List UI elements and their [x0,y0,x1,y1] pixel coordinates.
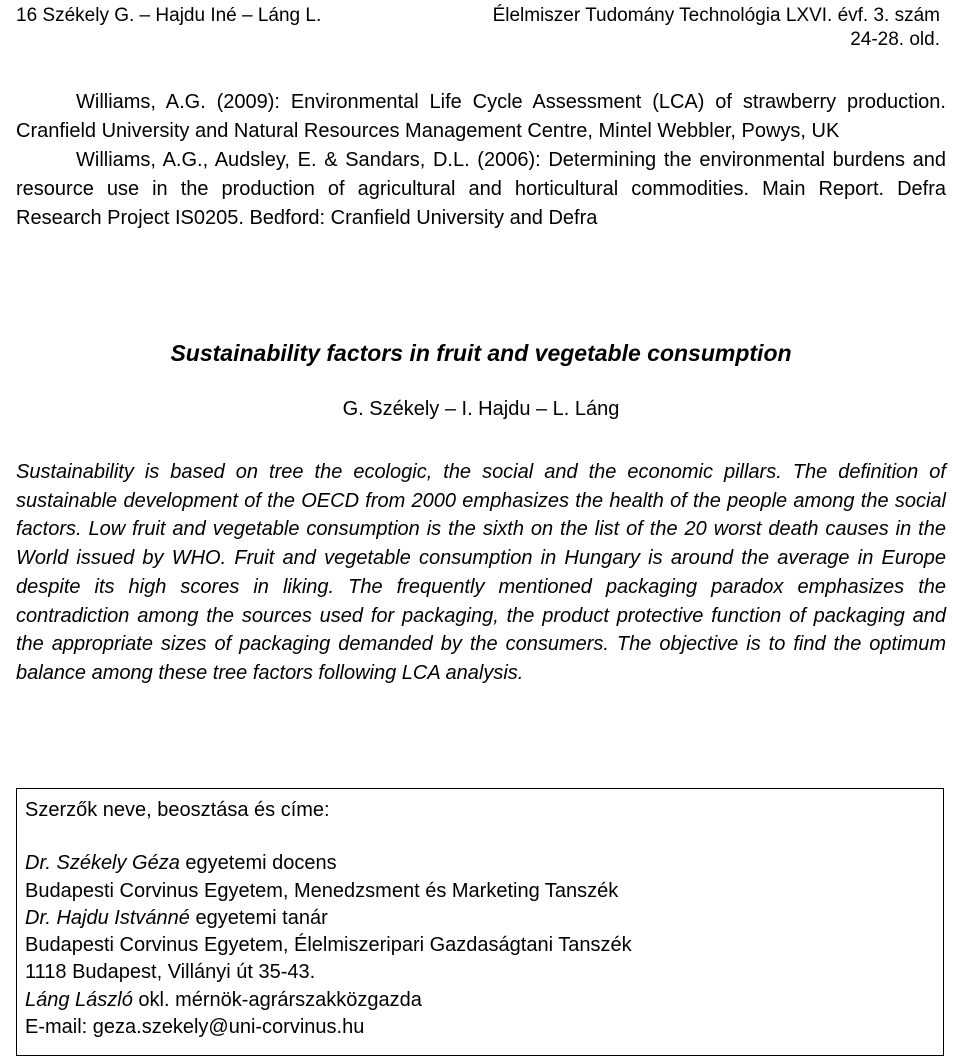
article-title: Sustainability factors in fruit and vegetable consumption [170,340,792,366]
address-heading: Szerzők neve, beosztása és címe: [25,799,330,821]
author2-name: Dr. Hajdu Istvánné [25,906,190,929]
author1-affiliation: Budapesti Corvinus Egyetem, Menedzsment és Marketing Tanszék [25,879,619,902]
postal-address: 1118 Budapest, Villányi út 35-43. [25,961,316,984]
address-spacer [25,824,632,850]
abstract-text: Sustainability is based on tree the ecologic, the social and the economic pillars. The definition of sustainable development of the OECD from 2000 emphasizes the health of the people among the social factors. Low fruit and vegetable consumption is the sixth on the list of the 20 worst death causes in the World issued by WHO. Fruit and vegetable consumption in Hungary is around the average in Europe despite its high scores in liking. The frequently mentioned packaging paradox emphasizes the contradiction among the sources used for packaging, the product protective function of packaging and the appropriate sizes of packaging demanded by the consumers. The objective is to find the optimum balance among these tree factors following LCA analysis. [16,461,946,684]
header-page-authors: 16 Székely G. – Hajdu Iné – Láng L. [16,5,322,26]
author2-position: egyetemi tanár [189,906,328,929]
reference-continuation: burdens and resource use in the production of agricultural and horticultural commodities. Main Report. Defra Research Project IS0205. Bedford: Cranfield University and Defra [16,149,946,229]
author3-name: Láng László [25,988,133,1011]
reference-first-line: Williams, A.G. (2009): Environmental Life Cycle Assessment (LCA) of strawberry [76,91,837,113]
author-address-box [16,788,944,1056]
header-journal [493,4,940,52]
author-address-content [25,797,632,1041]
author1-position: egyetemi docens [179,852,337,875]
reference-continuation: production. Cranfield University and Natural Resources Management Centre, Mintel Webbler, Powys, UK [16,91,946,142]
author2-line [25,905,632,932]
reference-item [16,88,946,146]
author3-position: okl. mérnök-agrárszakközgazda [132,988,422,1011]
email-line: E-mail: geza.szekely@uni-corvinus.hu [25,1016,365,1039]
header-journal-line1: Élelmiszer Tudomány Technológia LXVI. évf. 3. szám [492,5,940,26]
author1-name: Dr. Székely Géza [25,852,180,875]
author3-line [25,987,632,1014]
references-list [16,88,946,233]
reference-first-line: Williams, A.G., Audsley, E. & Sandars, D.L. (2006): Determining the environmental [76,149,825,171]
author1-line [25,850,632,877]
author2-affiliation: Budapesti Corvinus Egyetem, Élelmiszeripari Gazdaságtani Tanszék [25,934,632,957]
reference-item [16,146,946,233]
article-authors: G. Székely – I. Hajdu – L. Láng [342,398,620,420]
header-journal-line2: 24-28. old. [850,29,940,50]
